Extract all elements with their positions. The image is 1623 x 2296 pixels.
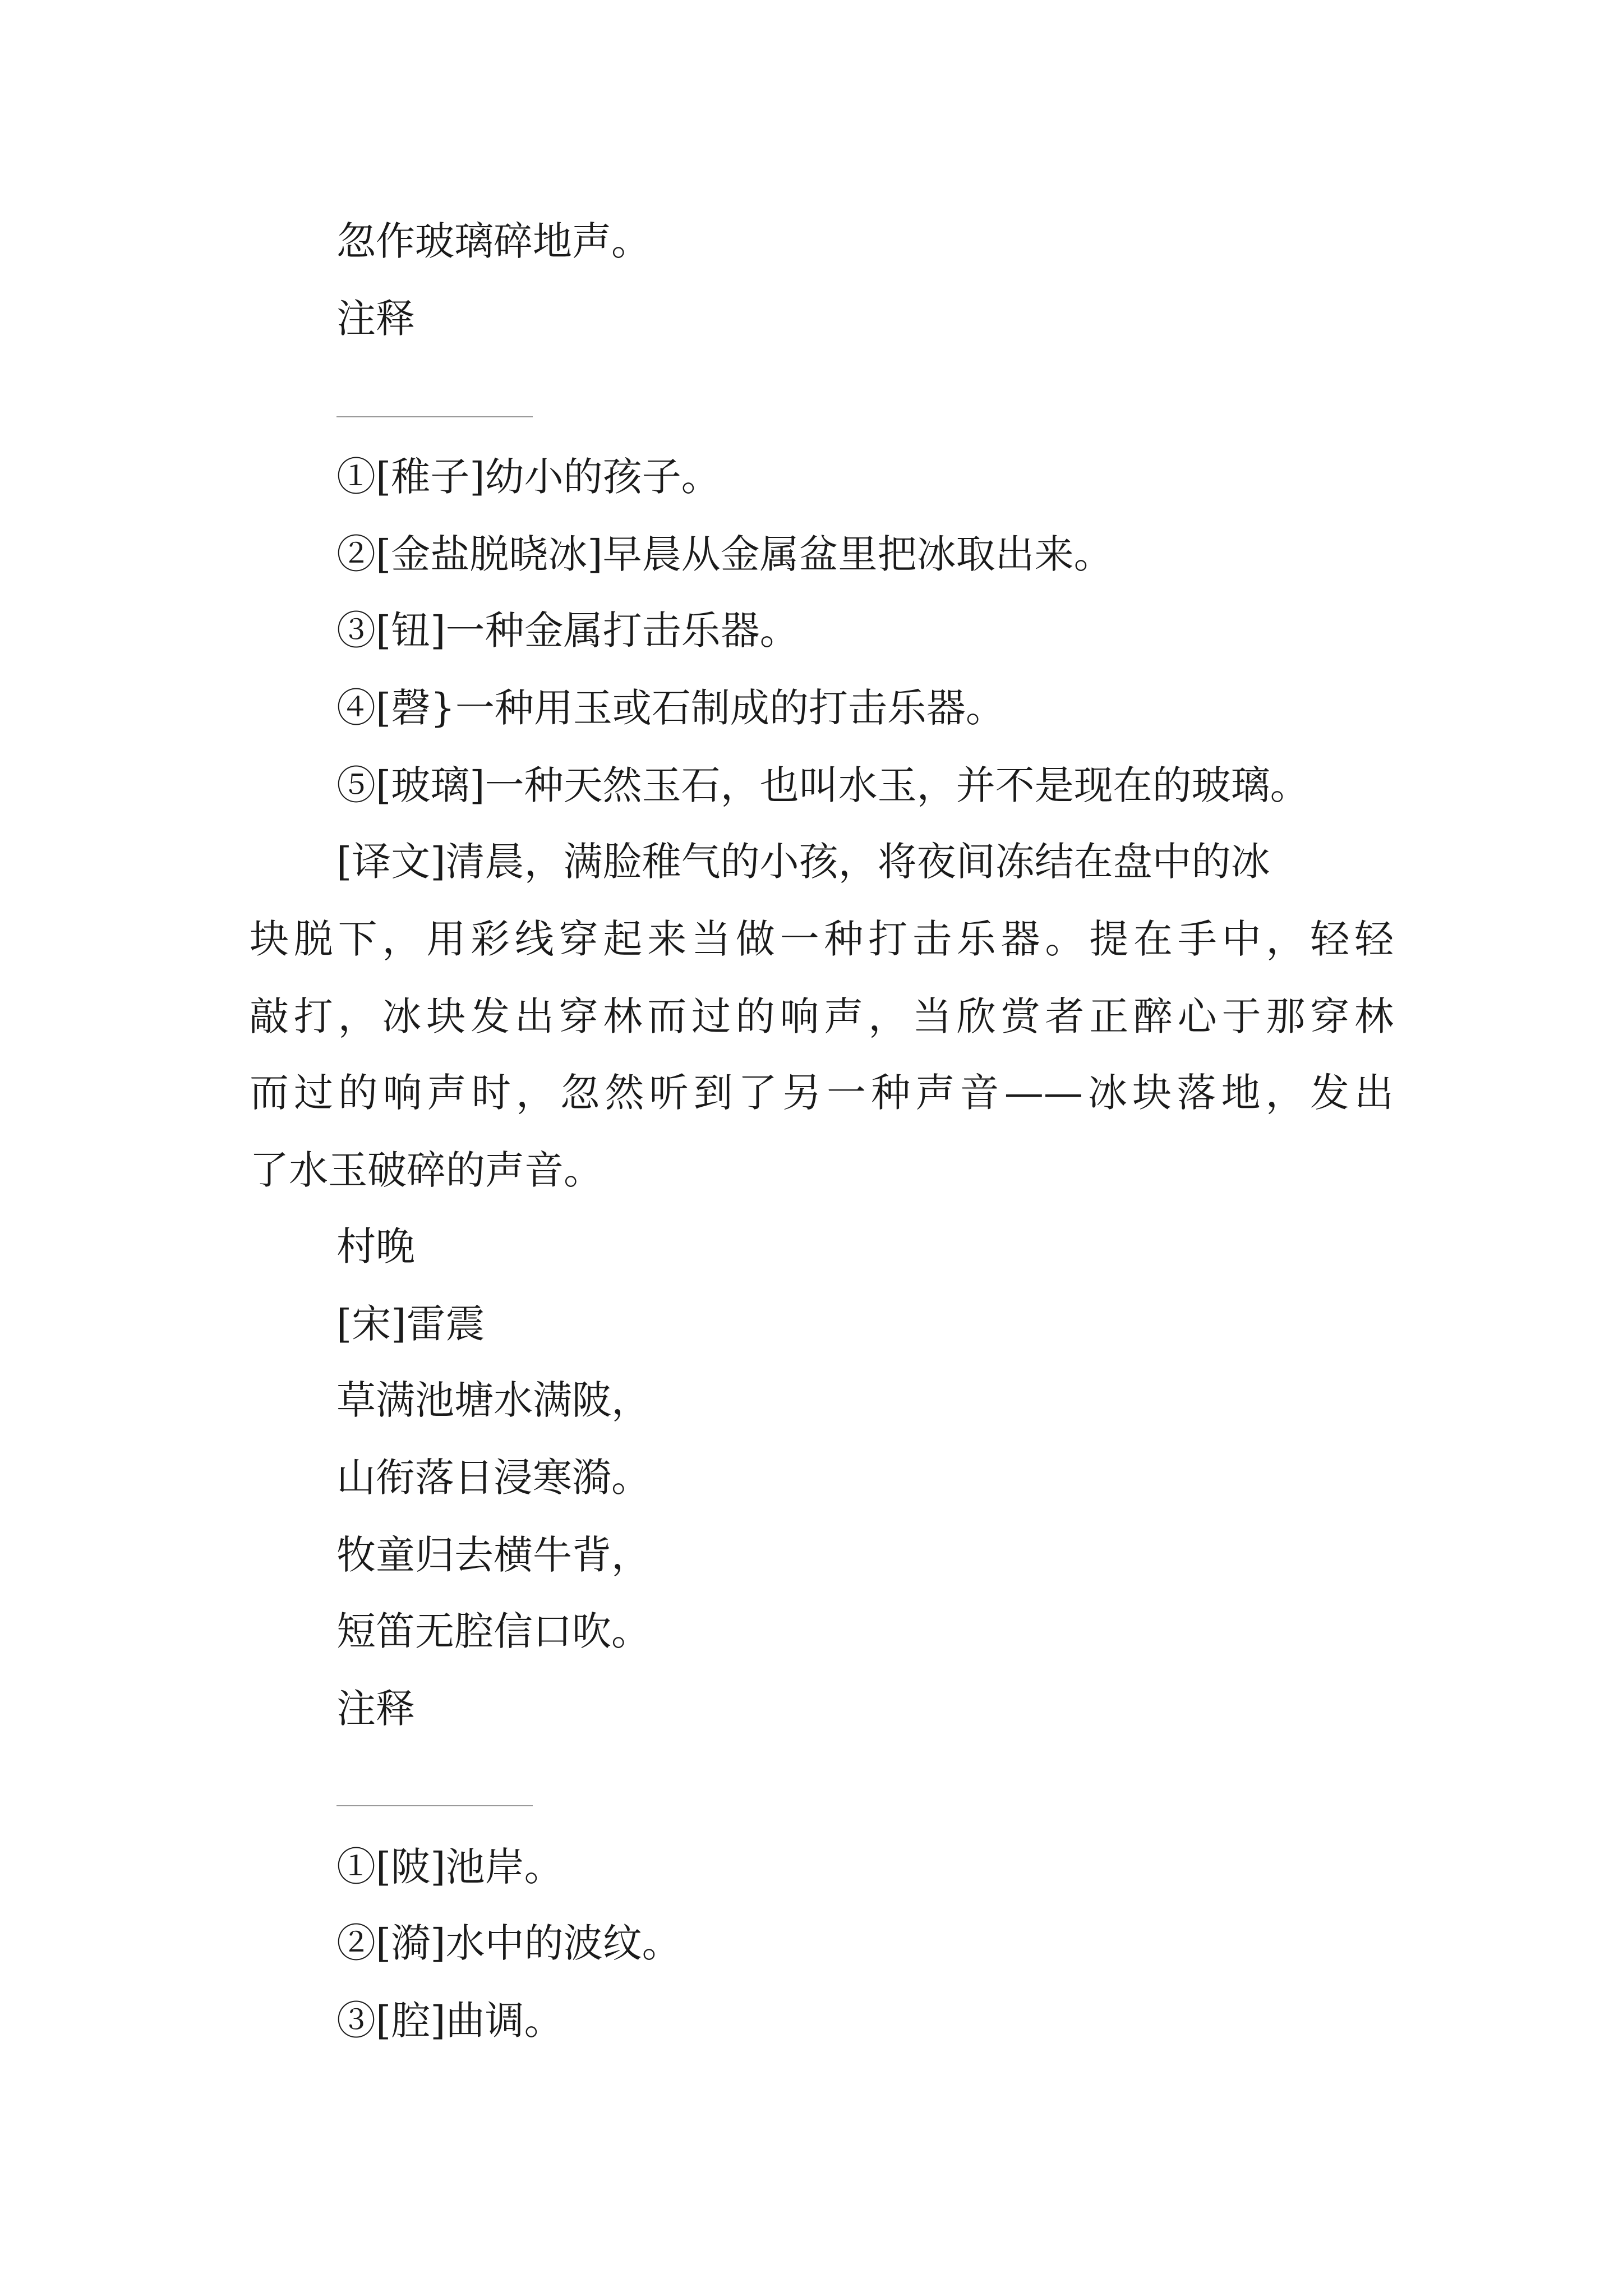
notes-heading: 注释 (336, 296, 415, 342)
footnote-item: ⑤[玻璃]一种天然玉石，也叫水玉，并不是现在的玻璃。 (336, 762, 1310, 808)
translation-line: 块脱下，用彩线穿起来当做一种打击乐器。提在手中，轻轻 (250, 916, 1394, 962)
poem-author: [宋]雷震 (336, 1301, 485, 1347)
footnote-divider (336, 416, 533, 417)
translation-line: 了水玉破碎的声音。 (250, 1147, 603, 1193)
footnote-item: ③[腔]曲调。 (336, 1998, 564, 2044)
poem-line: 牧童归去横牛背， (336, 1532, 651, 1578)
translation-line: 敲打，冰块发出穿林而过的响声，当欣赏者正醉心于那穿林 (250, 993, 1394, 1039)
footnote-item: ③[钮]一种金属打击乐器。 (336, 608, 799, 654)
poem-line: 短笛无腔信口吹。 (336, 1608, 651, 1654)
translation-line: 而过的响声时，忽然听到了另一种声音——冰块落地，发出 (250, 1070, 1394, 1116)
poem-line: 草满池塘水满陂， (336, 1377, 651, 1423)
footnote-item: ②[金盐脱晓冰]早晨从金属盆里把冰取出来。 (336, 531, 1113, 577)
footnote-item: ②[漪]水中的波纹。 (336, 1920, 681, 1966)
footnote-item: ①[陂]池岸。 (336, 1844, 564, 1890)
footnote-item: ④[磬}一种用玉或石制成的打击乐器。 (336, 685, 1005, 731)
poem-line: 山衔落日浸寒漪。 (336, 1455, 651, 1501)
footnote-divider (336, 1805, 533, 1806)
poem-line: 忽作玻璃碎地声。 (336, 218, 651, 264)
translation-line: [译文]清晨，满脸稚气的小孩，将夜间冻结在盘中的冰 (336, 839, 1270, 885)
footnote-item: ①[稚子]幼小的孩子。 (336, 454, 721, 500)
notes-heading: 注释 (336, 1686, 415, 1732)
poem-title: 村晚 (336, 1223, 415, 1269)
